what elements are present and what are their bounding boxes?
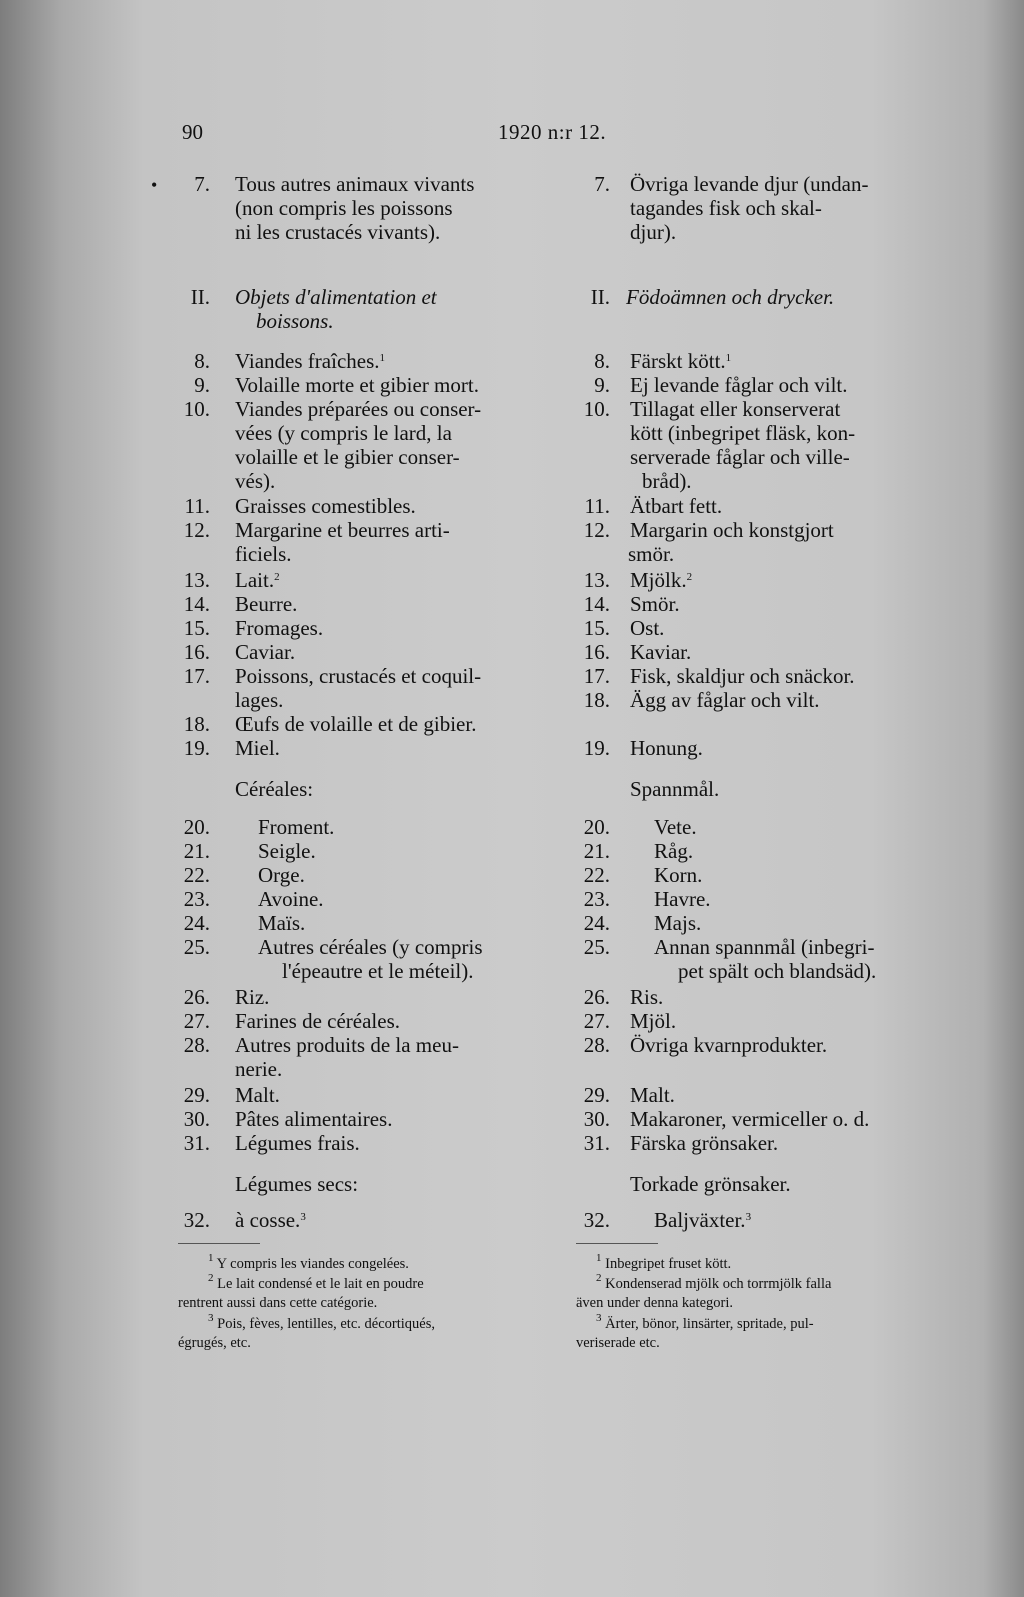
fr-footnote-3: $^3$ Pois, fèves, lentilles, etc. décortiqués,: [208, 1312, 435, 1332]
fr-footnote-1: $^1$ Y compris les viandes congelées.: [208, 1252, 409, 1272]
page-number: 90: [182, 120, 203, 144]
page-header: [0, 120, 1024, 150]
footnote-rule-sv: [576, 1243, 658, 1244]
sv-footnote-2: $^2$ Kondenserad mjölk och torrmjölk falla: [596, 1272, 832, 1292]
sv-footnote-3: $^3$ Ärter, bönor, linsärter, spritade, pul-: [596, 1312, 814, 1332]
sv-footnote-1: $^1$ Inbegripet fruset kött.: [596, 1252, 732, 1272]
issue-year-number: 1920 n:r 12.: [498, 120, 607, 144]
document-page: 90 1920 n:r 12. • 7. Tous autres animaux vivants (non compris les poissons ni les crustacés vivants). II. Objets d'alimentation et boissons. 8. Viandes fraîches.$^1$ 9. Volaille morte et gibier mort. 10. Viandes préparées ou conser- vées (y compris le lard, la volaille et le gibier conser- vés). 11. Graisses comestibles. 12. Margarine et beurres arti- ficiels. 13. Lait.$^2$ 14. Beurre. 15. Fromages. 16. Caviar. 17. Poissons, crustacés et coquil- lages. 18. Œufs de volaille et de gibier. 19. Miel. Céréales: 20. Froment. 21. Seigle. 22. Orge. 23. Avoine. 24. Maïs. 25. Autres céréales (y compris l'épeautre et le méteil). 26. Riz. 27. Farines de céréales. 28. Autres produits de la meu- nerie. 29. Malt. 30. Pâtes alimentaires. 31. Légumes frais. Légumes secs: 32. à cosse.$^3$ 7. Övriga levande djur (undan- tagandes fisk och skal- djur). II. Födoämnen och drycker. 8. Färskt kött.$^1$ 9. Ej levande fåglar och vilt. 10. Tillagat eller konserverat kött (inbegripet fläsk, kon- serverade fåglar och ville- bråd). 11. Ätbart fett. 12. Margarin och konstgjort smör. 13. Mjölk.$^2$ 14. Smör. 15. Ost. 16. Kaviar. 17. Fisk, skaldjur och snäckor. 18. Ägg av fåglar och vilt. 19. Honung. Spannmål. 20. Vete. 21. Råg. 22. Korn. 23. Havre. 24. Majs. 25. Annan spannmål (inbegri- pet spält och blandsäd). 26. Ris. 27. Mjöl. 28. Övriga kvarnprodukter. 29. Malt. 30. Makaroner, vermiceller o. d. 31. Färska grönsaker. Torkade grönsaker. 32. Baljväxter.$^3$ $^1$ Y compris les viandes congelées. $^2$ Le lait condensé et le lait en poudre rentrent aussi dans cette catégorie. $^3$ Pois, fèves, lentilles, etc. décortiqués, égrugés, etc. $^1$ Inbegripet fruset kött. $^2$ Kondenserad mjölk och torrmjölk falla även under denna kategori. $^3$ Ärter, bönor, linsärter, spritade, pul- veriserade etc.: [0, 0, 1024, 1597]
margin-bullet: •: [151, 175, 158, 195]
fr-footnote-2: $^2$ Le lait condensé et le lait en poudre: [208, 1272, 424, 1292]
footnote-rule-fr: [178, 1243, 260, 1244]
